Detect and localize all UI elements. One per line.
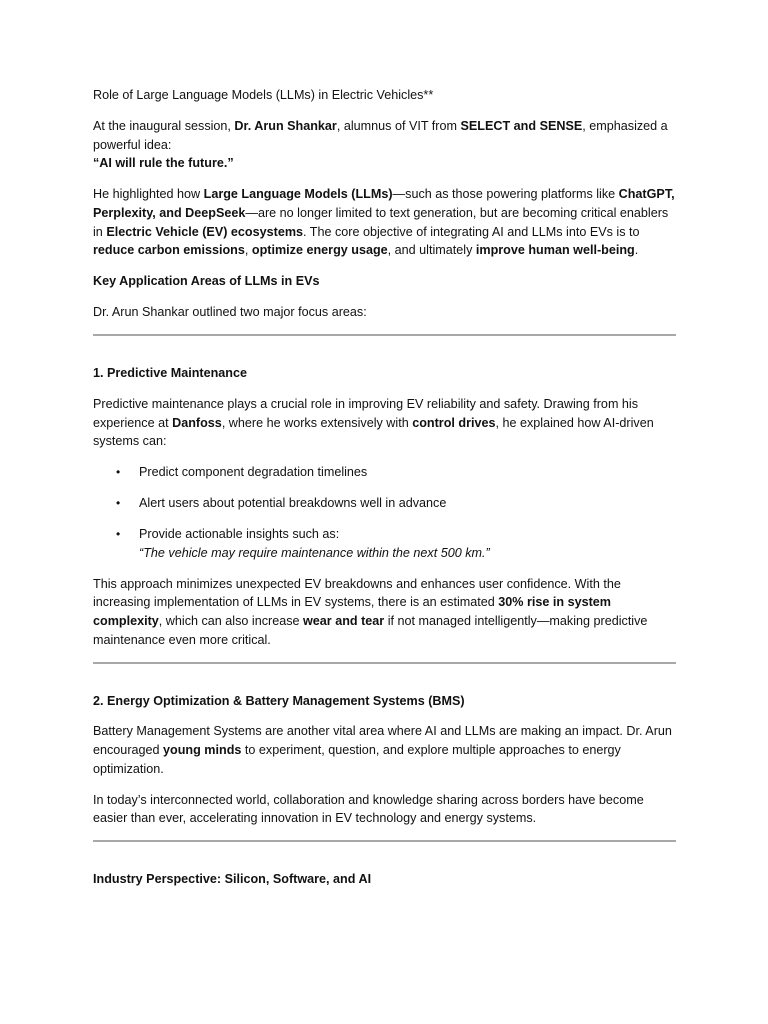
text-span: , where he works extensively with — [221, 415, 413, 430]
section-divider — [93, 334, 676, 336]
document-title: Role of Large Language Models (LLMs) in Electric Vehicles** — [93, 88, 434, 102]
intro-paragraph — [93, 117, 676, 173]
text-span: . — [634, 243, 639, 258]
key-areas-text: Dr. Arun Shankar outlined two major focus areas: — [93, 305, 367, 320]
italic-quote: “The vehicle may require maintenance within the next 500 km.” — [139, 545, 490, 560]
document-page — [93, 86, 676, 901]
text-span: This approach minimizes unexpected EV breakdowns and enhances user confidence. With the increasing implementation of LLMs in EV systems, there is an estimated — [93, 576, 621, 610]
list-item — [93, 525, 676, 562]
text-span: At the inaugural session, — [93, 118, 235, 133]
text-span: , emphasized a powerful idea: — [93, 118, 668, 152]
company-name: Danfoss — [172, 415, 222, 430]
section2-paragraph-2: In today’s interconnected world, collaboration and knowledge sharing across borders have become easier than ever, accelerating innovation in EV technology and energy systems. — [93, 792, 644, 826]
text-span: , — [244, 243, 252, 258]
list-item-text: Alert users about potential breakdowns well in advance — [139, 496, 447, 511]
list-item — [93, 463, 676, 482]
section3-heading: Industry Perspective: Silicon, Software, and AI — [93, 872, 372, 887]
example-quote — [139, 544, 676, 563]
text-span: . The core objective of integrating AI and LLMs into EVs is to — [303, 224, 640, 239]
section2-paragraph-1 — [93, 722, 676, 778]
section1-heading: 1. Predictive Maintenance — [93, 365, 247, 380]
text-span: , he explained how AI-driven systems can: — [93, 415, 654, 449]
section-divider — [93, 840, 676, 842]
text-span: Battery Management Systems are another vital area where AI and LLMs are making an impact. Dr. Arun encouraged — [93, 724, 672, 758]
emphasis: optimize energy usage — [251, 243, 388, 258]
list-item — [93, 494, 676, 513]
bullet-icon: • — [116, 465, 121, 480]
emphasis: control drives — [412, 415, 496, 430]
llm-paragraph — [93, 185, 676, 260]
speaker-name: Dr. Arun Shankar — [234, 118, 337, 133]
list-item-text: Provide actionable insights such as: — [139, 526, 340, 541]
text-span: if not managed intelligently—making predictive maintenance even more critical. — [93, 613, 648, 647]
text-span: —such as those powering platforms like — [392, 187, 619, 202]
text-span: , alumnus of VIT from — [336, 118, 461, 133]
emphasis: Electric Vehicle (EV) ecosystems — [106, 224, 304, 239]
key-quote: “AI will rule the future.” — [93, 156, 234, 171]
emphasis: wear and tear — [303, 613, 385, 628]
text-span: Predictive maintenance plays a crucial role in improving EV reliability and safety. Drawing from his experience at — [93, 396, 639, 430]
emphasis: improve human well-being — [475, 243, 635, 258]
key-areas-heading: Key Application Areas of LLMs in EVs — [93, 274, 320, 289]
bullet-icon: • — [116, 496, 121, 511]
section1-after-paragraph — [93, 575, 676, 650]
section2-heading: 2. Energy Optimization & Battery Management Systems (BMS) — [93, 693, 465, 708]
text-span: to experiment, question, and explore multiple approaches to energy optimization. — [93, 743, 621, 776]
emphasis: 30% rise in system complexity — [93, 595, 612, 628]
section1-paragraph — [93, 395, 676, 451]
emphasis: ChatGPT, Perplexity, and DeepSeek — [93, 187, 675, 220]
text-span: He highlighted how — [93, 187, 204, 202]
emphasis: Large Language Models (LLMs) — [203, 187, 393, 202]
list-item-text: Predict component degradation timelines — [139, 465, 368, 480]
capability-list — [93, 463, 676, 562]
text-span: —are no longer limited to text generation, but are becoming critical enablers in — [93, 205, 669, 239]
text-span: , which can also increase — [158, 613, 303, 628]
section-divider — [93, 662, 676, 664]
bullet-icon: • — [116, 526, 121, 541]
organization-name: SELECT and SENSE — [460, 118, 583, 133]
emphasis: reduce carbon emissions — [93, 243, 245, 258]
text-span: , and ultimately — [387, 243, 476, 258]
emphasis: young minds — [163, 743, 242, 758]
